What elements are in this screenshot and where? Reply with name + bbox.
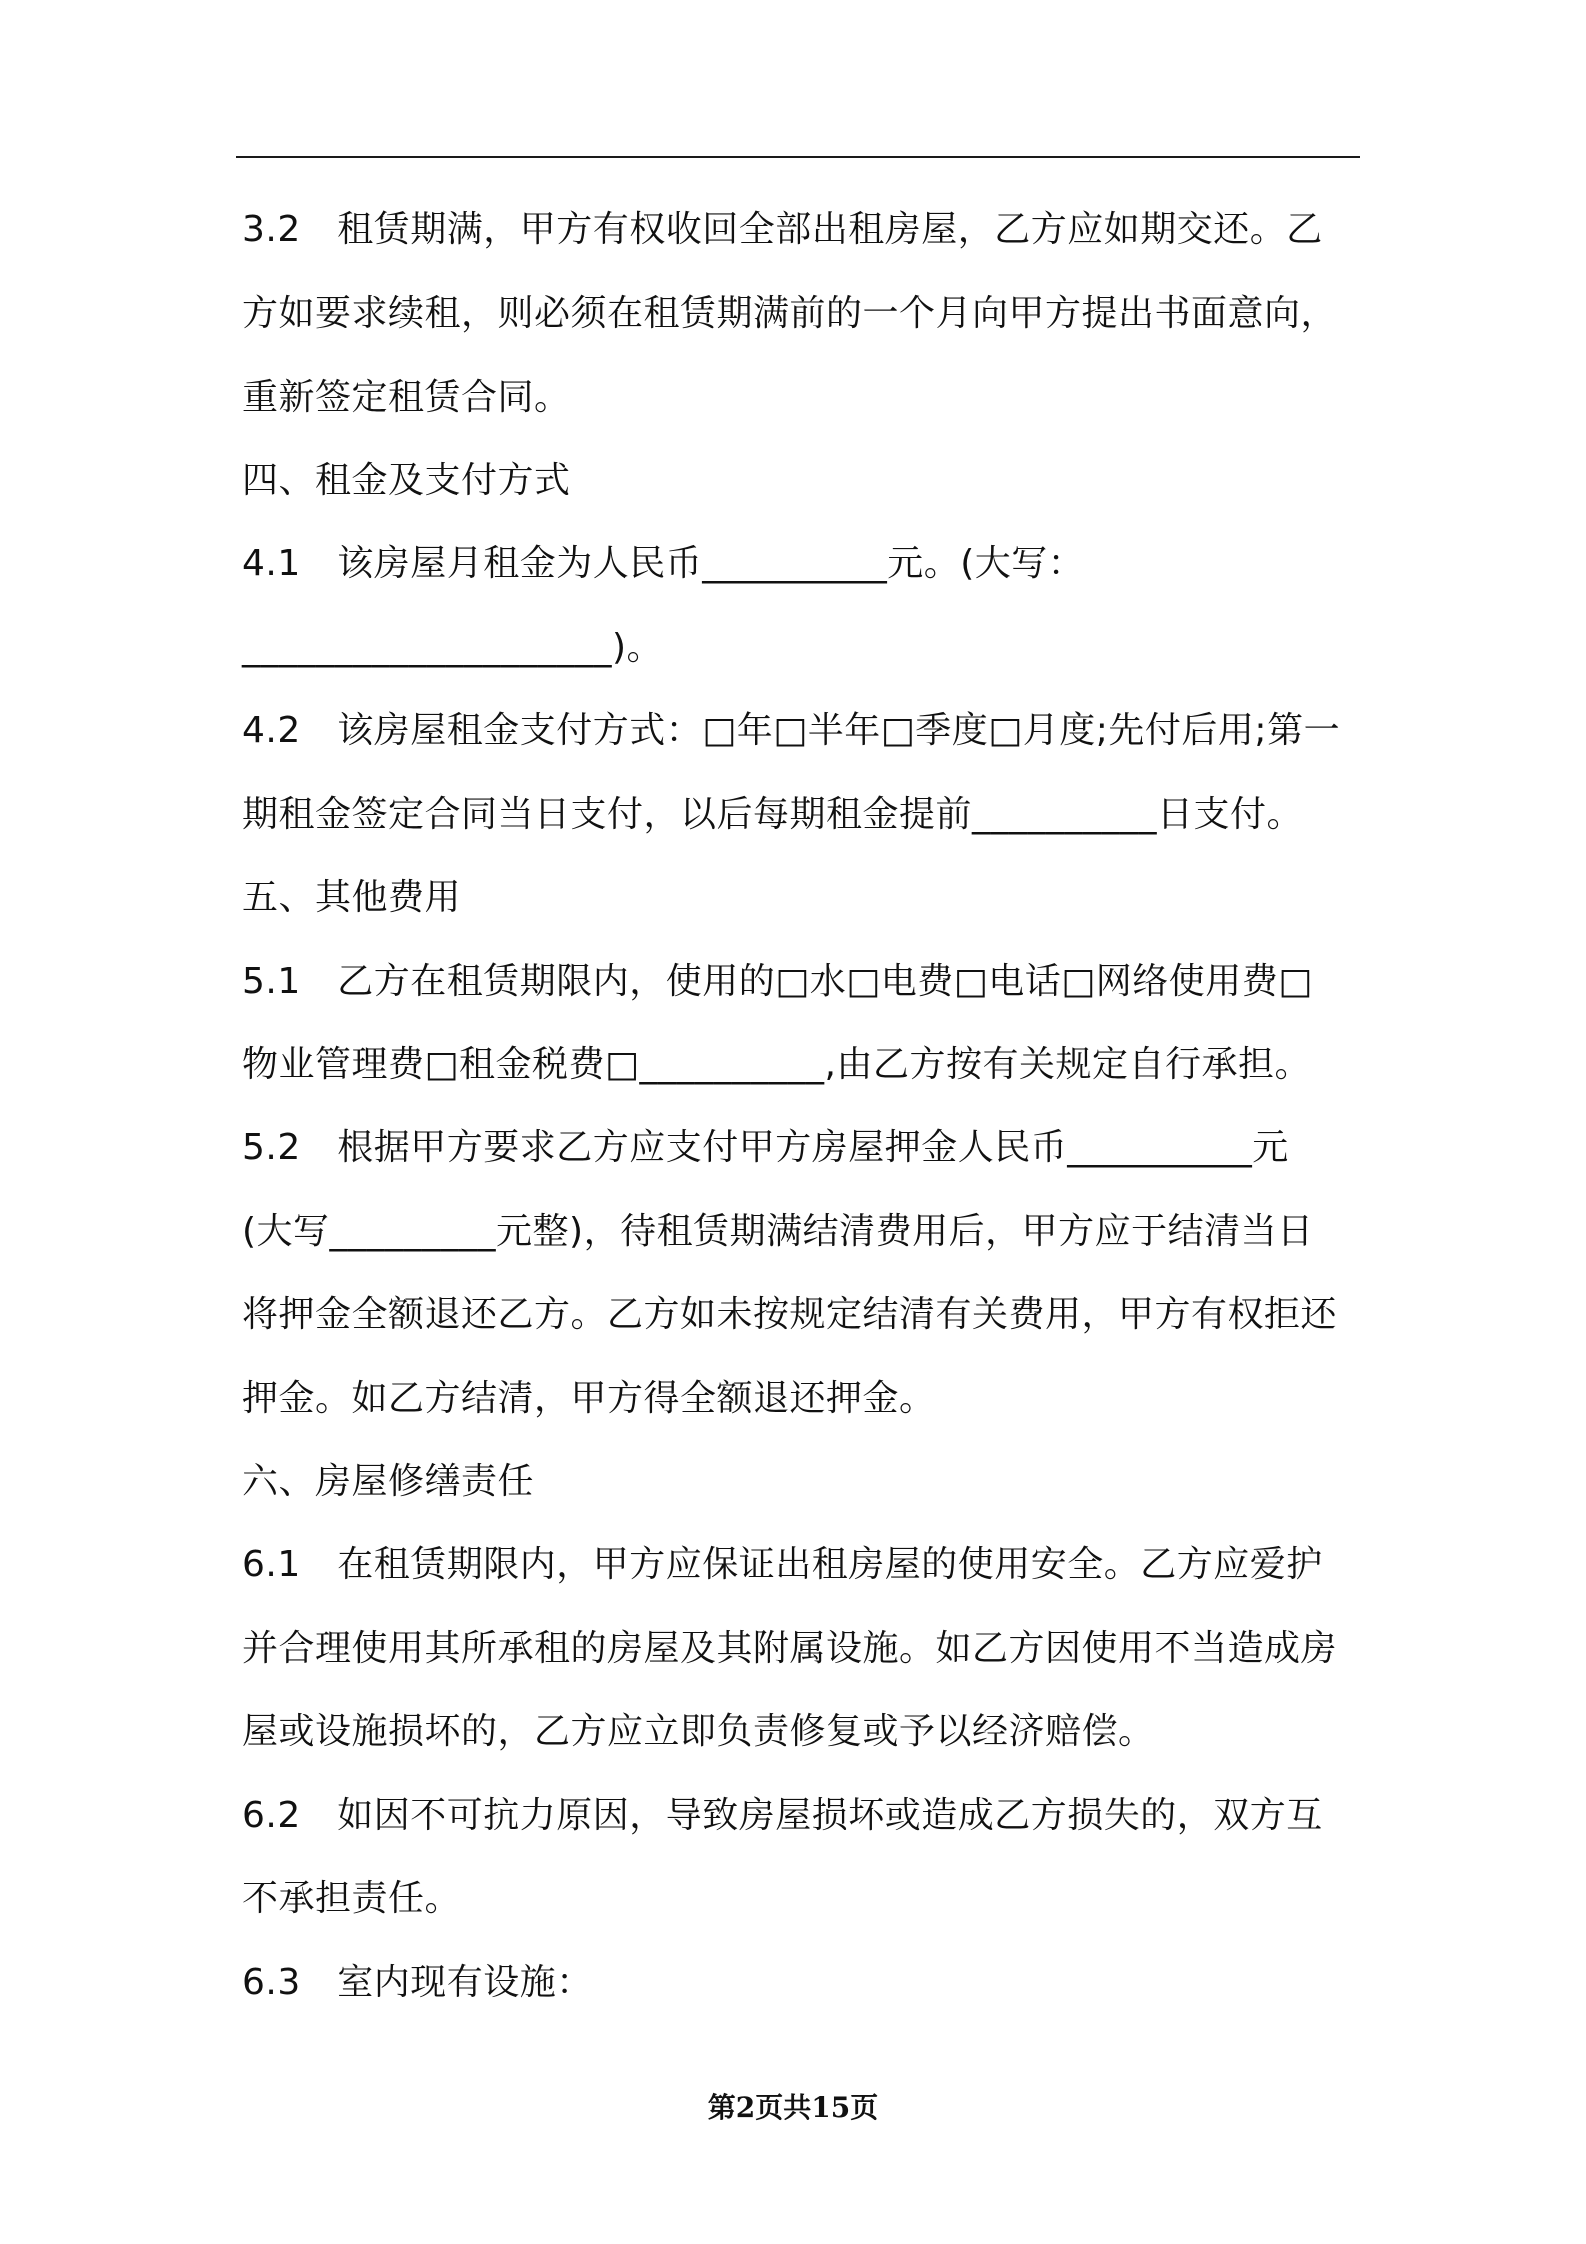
page-number-footer: 第2页共15页: [707, 2091, 879, 2124]
body-line: 5.1 乙方在租赁期限内，使用的□水□电费□电话□网络使用费□: [242, 961, 1313, 1002]
body-line: 6.1 在租赁期限内，甲方应保证出租房屋的使用安全。乙方应爱护: [242, 1544, 1323, 1585]
body-line: 物业管理费□租金税费□__________,由乙方按有关规定自行承担。: [242, 1044, 1311, 1085]
body-line: 6.3 室内现有设施：: [242, 1962, 593, 2003]
body-line: 4.2 该房屋租金支付方式：□年□半年□季度□月度;先付后用;第一: [242, 710, 1341, 751]
body-line: 将押金全额退还乙方。乙方如未按规定结清有关费用，甲方有权拒还: [242, 1294, 1338, 1335]
body-line: 不承担责任。: [242, 1878, 462, 1919]
body-line: 4.1 该房屋月租金为人民币__________元。(大写：: [242, 543, 1085, 584]
section-heading: 六、房屋修缮责任: [242, 1461, 535, 1502]
body-line: (大写_________元整)，待租赁期满结清费用后，甲方应于结清当日: [242, 1211, 1314, 1252]
section-heading: 五、其他费用: [242, 877, 462, 918]
body-line: 5.2 根据甲方要求乙方应支付甲方房屋押金人民币__________元: [242, 1127, 1289, 1168]
body-line: 重新签定租赁合同。: [242, 377, 571, 418]
body-line: 3.2 租赁期满，甲方有权收回全部出租房屋，乙方应如期交还。乙: [242, 209, 1323, 250]
body-line: ____________________)。: [242, 627, 664, 668]
body-line: 方如要求续租，则必须在租赁期满前的一个月向甲方提出书面意向，: [242, 293, 1338, 334]
body-line: 6.2 如因不可抗力原因，导致房屋损坏或造成乙方损失的，双方互: [242, 1795, 1323, 1836]
header-rule: [236, 156, 1360, 158]
body-line: 期租金签定合同当日支付，以后每期租金提前__________日支付。: [242, 794, 1304, 835]
body-line: 并合理使用其所承租的房屋及其附属设施。如乙方因使用不当造成房: [242, 1628, 1338, 1669]
body-line: 屋或设施损坏的，乙方应立即负责修复或予以经济赔偿。: [242, 1711, 1155, 1752]
section-heading: 四、租金及支付方式: [242, 460, 571, 501]
body-line: 押金。如乙方结清，甲方得全额退还押金。: [242, 1378, 936, 1419]
